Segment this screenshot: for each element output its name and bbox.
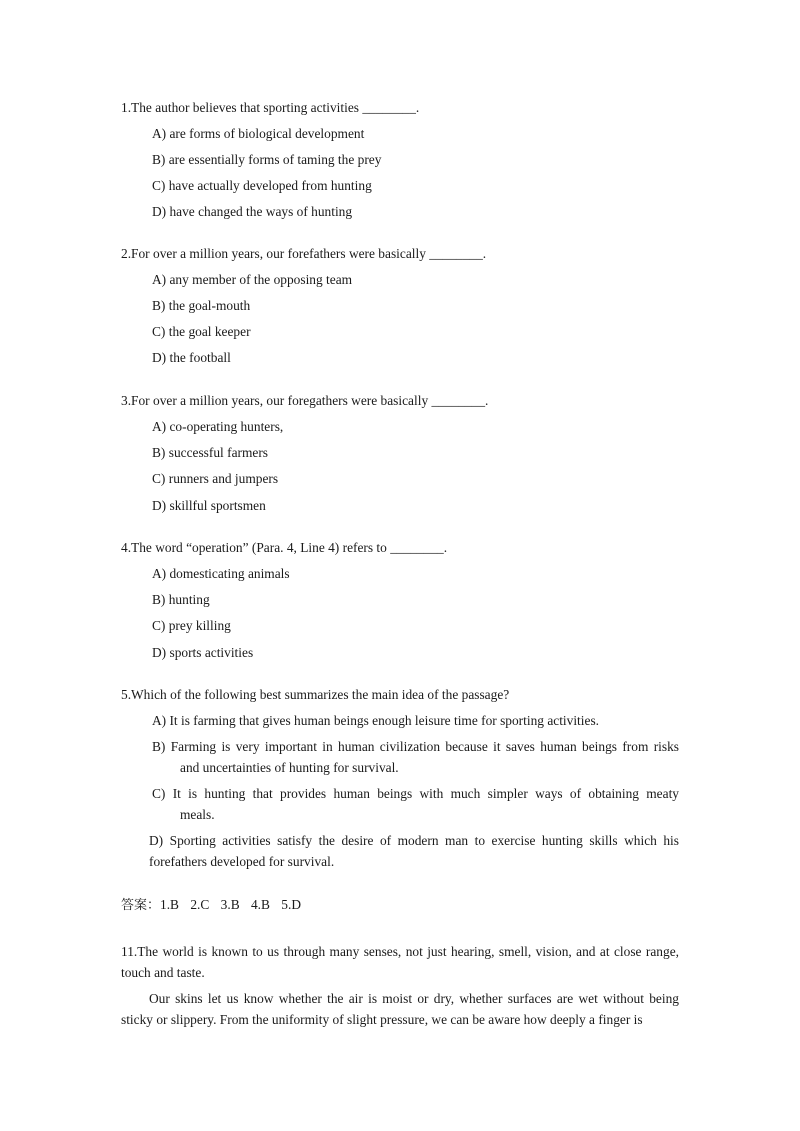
question-2-stem: 2.For over a million years, our forefathers were basically ________. <box>121 246 487 261</box>
question-4-option-c: C) prey killing <box>152 618 231 633</box>
answer-key-label: 答案： <box>121 898 161 913</box>
question-2-option-b: B) the goal-mouth <box>152 298 251 313</box>
question-5-option-d: D) Sporting activities satisfy the desire of modern man to exercise hunting skills which his forefathers developed for survival. <box>149 833 679 869</box>
question-1-option-d: D) have changed the ways of hunting <box>152 204 353 219</box>
question-4-option-b: B) hunting <box>152 592 210 607</box>
question-2-option-a: A) any member of the opposing team <box>152 272 353 287</box>
question-3-option-a: A) co-operating hunters, <box>152 419 284 434</box>
question-1-option-b: B) are essentially forms of taming the prey <box>152 152 382 167</box>
question-3-stem: 3.For over a million years, our foregathers were basically ________. <box>121 393 489 408</box>
question-5-stem: 5.Which of the following best summarizes the main idea of the passage? <box>121 687 510 702</box>
question-5-option-a: A) It is farming that gives human beings enough leisure time for sporting activities. <box>152 713 600 728</box>
question-5-option-c-line-2: meals. <box>180 807 215 822</box>
question-3-option-b: B) successful farmers <box>152 445 269 460</box>
question-4-stem: 4.The word “operation” (Para. 4, Line 4) refers to ________. <box>121 540 448 555</box>
question-4-option-d: D) sports activities <box>152 645 254 660</box>
question-3-option-c: C) runners and jumpers <box>152 471 279 486</box>
question-1-option-c: C) have actually developed from hunting <box>152 178 372 193</box>
question-5-option-c <box>152 783 679 825</box>
question-5-option-c-line-1: C) It is hunting that provides human beings with much simpler ways of obtaining meaty <box>152 786 679 801</box>
question-2-option-c: C) the goal keeper <box>152 324 251 339</box>
question-5-option-b-line-2: and uncertainties of hunting for survival. <box>180 760 399 775</box>
passage-paragraph: Our skins let us know whether the air is moist or dry, whether surfaces are wet without being sticky or slippery. From the uniformity of slight pressure, we can be aware how deeply a finger is <box>121 991 679 1027</box>
question-5-option-b <box>152 736 679 778</box>
question-1-stem: 1.The author believes that sporting activities ________. <box>121 100 420 115</box>
question-1-option-a: A) are forms of biological development <box>152 126 365 141</box>
question-11-intro: 11.The world is known to us through many senses, not just hearing, smell, vision, and at close range, touch and taste. <box>121 944 679 980</box>
answer-key-values: 1.B 2.C 3.B 4.B 5.D <box>160 897 302 912</box>
question-3-option-d: D) skillful sportsmen <box>152 498 266 513</box>
question-5-option-b-line-1: B) Farming is very important in human civilization because it saves human beings from risks <box>152 739 679 754</box>
answer-key <box>121 897 301 914</box>
question-2-option-d: D) the football <box>152 350 231 365</box>
question-4-option-a: A) domesticating animals <box>152 566 290 581</box>
